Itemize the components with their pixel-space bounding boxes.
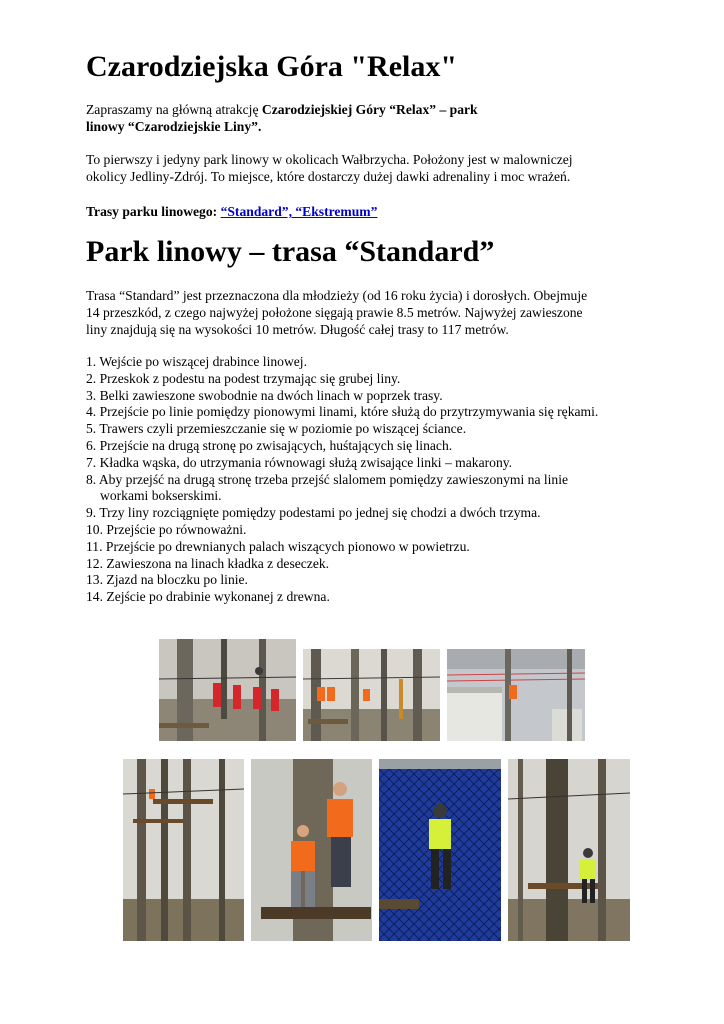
photo-net-climbing (379, 759, 501, 941)
list-item: 3. Belki zawieszone swobodnie na dwóch linach w poprzek trasy. (86, 387, 443, 403)
list-item: 11. Przejście po drewnianych palach wiszących pionowo w powietrzu. (86, 538, 470, 554)
photo-forest-platforms (123, 759, 244, 941)
photo-rope-park-red-pads (159, 639, 296, 741)
photo-forest-climber (508, 759, 630, 941)
routes-label: Trasy parku linowego: (86, 204, 221, 219)
intro-bold-1: Czarodziejskiej Góry “Relax” – park (261, 102, 478, 117)
description-paragraph (86, 151, 646, 185)
list-item: 7. Kładka wąska, do utrzymania równowagi służą zwisające linki – makarony. (86, 454, 513, 470)
section-title: Park linowy – trasa “Standard” (86, 235, 495, 268)
list-item: 12. Zawieszona na linach kładka z deseczek. (86, 555, 330, 571)
route-description (86, 287, 646, 338)
routes-paragraph (86, 203, 646, 220)
photo-climbers-close (251, 759, 372, 941)
page-title: Czarodziejska Góra "Relax" (86, 50, 458, 83)
list-item: 6. Przejście na drugą stronę po zwisających, huśtających się linach. (86, 437, 453, 453)
list-item-continuation: workami bokserskimi. (100, 488, 222, 504)
list-item: 13. Zjazd na bloczku po linie. (86, 572, 248, 588)
description-line-1: To pierwszy i jedyny park linowy w okolicach Wałbrzycha. Położony jest w malowniczej (86, 152, 573, 167)
description-line-2: okolicy Jedliny-Zdrój. To miejsce, które dostarczy dużej dawki adrenaliny i moc wrażeń. (86, 169, 571, 184)
list-item: 14. Zejście po drabinie wykonanej z drewna. (86, 589, 330, 605)
list-item: 8. Aby przejść na drugą stronę trzeba przejść slalomem pomiędzy zawieszonymi na linie (86, 471, 569, 487)
list-item: 5. Trawers czyli przemieszczanie się w poziomie po wiszącej ściance. (86, 421, 467, 437)
list-item: 2. Przeskok z podestu na podest trzymając się grubej liny. (86, 370, 401, 386)
photo-rope-course-building (447, 649, 585, 741)
intro-prefix: Zapraszamy na główną atrakcję (86, 102, 262, 117)
list-item: 10. Przejście po równoważni. (86, 521, 247, 537)
intro-bold-2: linowy “Czarodziejskie Liny”. (86, 119, 262, 134)
route-description-line-2: 14 przeszkód, z czego najwyżej położone sięgają prawie 8.5 metrów. Najwyżej zawieszone (86, 305, 583, 320)
list-item: 9. Trzy liny rozciągnięte pomiędzy podestami po jednej się chodzi a dwóch trzyma. (86, 505, 541, 521)
intro-paragraph (86, 101, 646, 135)
route-description-line-3: liny znajdują się na wysokości 10 metrów. Długość całej trasy to 117 metrów. (86, 322, 509, 337)
photo-climbers-platform (303, 649, 440, 741)
route-description-line-1: Trasa “Standard” jest przeznaczona dla młodzieży (od 16 roku życia) i dorosłych. Obejmuje (86, 288, 588, 303)
list-item: 4. Przejście po linie pomiędzy pionowymi linami, które służą do przytrzymywania się rękami. (86, 404, 599, 420)
obstacle-list (86, 354, 646, 606)
routes-links[interactable]: “Standard”, “Ekstremum” (220, 204, 378, 219)
list-item: 1. Wejście po wiszącej drabince linowej. (86, 354, 307, 369)
